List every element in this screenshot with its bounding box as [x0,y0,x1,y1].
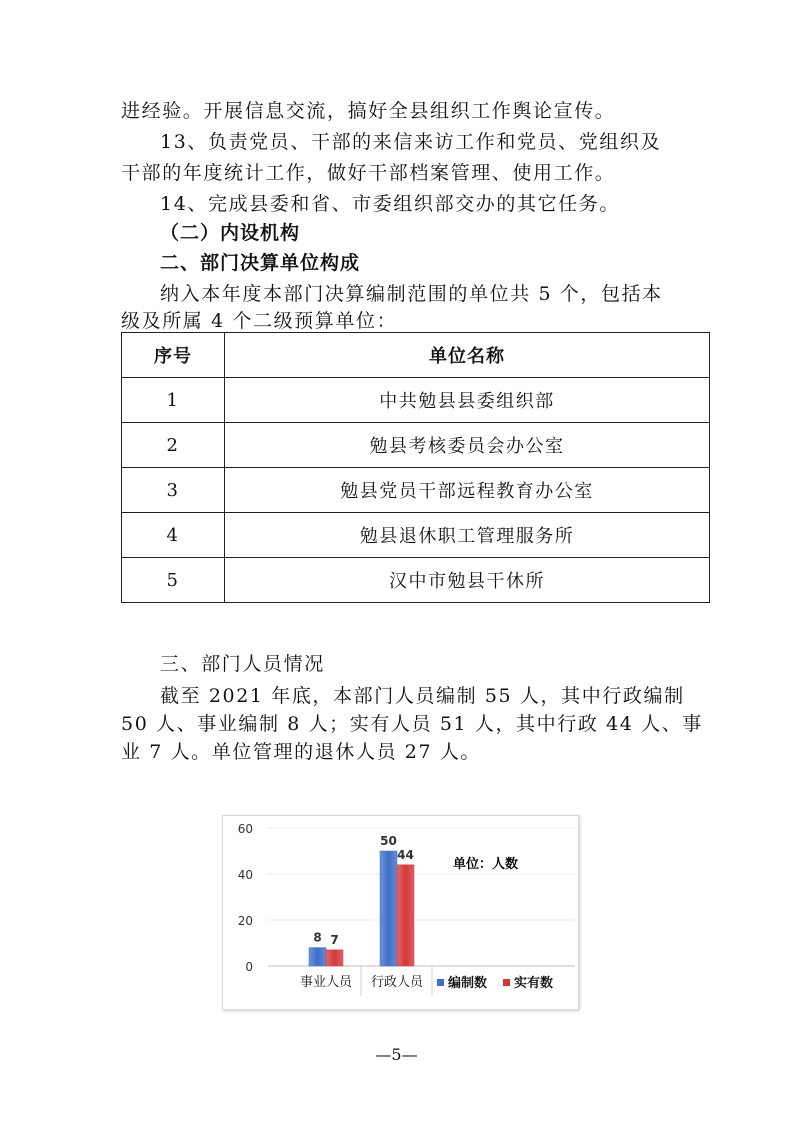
header-unit-name: 单位名称 [225,333,710,378]
paragraph-staff-line-3: 业 7 人。单位管理的退休人员 27 人。 [121,741,482,763]
table-row [122,558,710,603]
legend-swatch [503,979,510,986]
paragraph-staff-line-2: 50 人、事业编制 8 人；实有人员 51 人，其中行政 44 人、事 [121,713,703,735]
chart-canvas [223,816,578,1009]
paragraph-staff-line-1: 截至 2021 年底，本部门人员编制 55 人，其中行政编制 [160,685,685,707]
row-unit-name: 汉中市勉县干休所 [225,558,710,603]
staff-bar-chart [222,815,579,1010]
bar-quota [380,851,397,966]
heading-unit-composition: 二、部门决算单位构成 [160,252,361,274]
page-number: —5— [375,1045,418,1064]
bar-actual [397,865,414,966]
y-tick-label: 20 [237,914,253,928]
paragraph-1: 进经验。开展信息交流，搞好全县组织工作舆论宣传。 [121,100,616,122]
paragraph-units-line-1: 纳入本年度本部门决算编制范围的单位共 5 个，包括本 [160,283,663,305]
row-unit-name: 勉县考核委员会办公室 [225,423,710,468]
table-row [122,468,710,513]
paragraph-13-line-1: 13、负责党员、干部的来信来访工作和党员、党组织及 [160,131,662,153]
units-table [121,332,710,603]
x-category-label: 事业人员 [299,975,353,990]
bar-value-label: 7 [330,932,339,947]
row-unit-name: 中共勉县县委组织部 [225,378,710,423]
chart-annotation: 单位：人数 [453,857,519,872]
y-tick-label: 40 [237,868,253,882]
header-index: 序号 [122,333,225,378]
table-header-row [122,333,710,378]
paragraph-14: 14、完成县委和省、市委组织部交办的其它任务。 [160,193,620,215]
row-index: 3 [122,468,225,513]
x-category-label: 行政人员 [370,975,424,990]
bar-actual [326,950,343,966]
bar-value-label: 50 [380,834,397,848]
legend-label: 实有数 [514,976,554,991]
paragraph-13-line-2: 干部的年度统计工作，做好干部档案管理、使用工作。 [121,162,616,184]
row-index: 1 [122,378,225,423]
row-unit-name: 勉县退休职工管理服务所 [225,513,710,558]
row-index: 2 [122,423,225,468]
bar-value-label: 44 [397,847,414,862]
table-row [122,378,710,423]
table-row [122,423,710,468]
heading-internal-structure: （二）内设机构 [160,222,301,244]
heading-staff: 三、部门人员情况 [160,653,325,675]
y-tick-label: 0 [245,960,253,974]
bar-value-label: 8 [313,930,322,945]
row-index: 5 [122,558,225,603]
legend-swatch [437,979,444,986]
bar-quota [309,948,326,966]
table-row [122,513,710,558]
row-index: 4 [122,513,225,558]
legend-label: 编制数 [448,976,488,991]
row-unit-name: 勉县党员干部远程教育办公室 [225,468,710,513]
y-tick-label: 60 [237,822,253,836]
paragraph-units-line-2: 级及所属 4 个二级预算单位： [121,310,398,332]
